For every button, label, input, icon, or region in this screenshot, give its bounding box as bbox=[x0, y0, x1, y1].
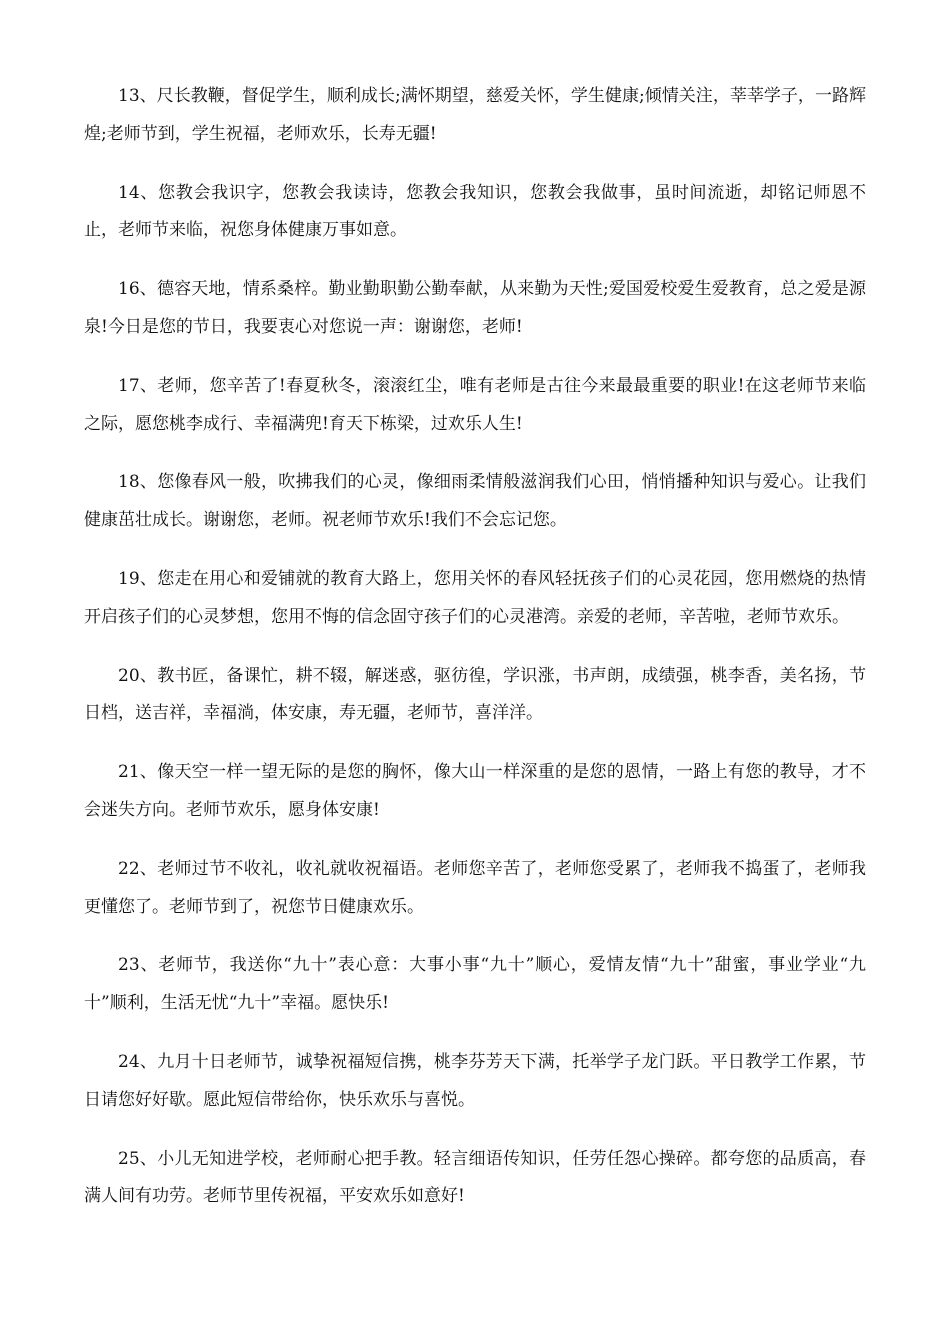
paragraph-17: 17、老师，您辛苦了!春夏秋冬，滚滚红尘，唯有老师是古往今来最最重要的职业!在这老师节来临之际，愿您桃李成行、幸福满兜!育天下栋梁，过欢乐人生! bbox=[84, 375, 866, 434]
paragraph-23: 23、老师节，我送你“九十”表心意：大事小事“九十”顺心，爱情友情“九十”甜蜜，事业学业“九十”顺利，生活无忧“九十”幸福。愿快乐! bbox=[84, 955, 866, 1014]
paragraph-18: 18、您像春风一般，吹拂我们的心灵，像细雨柔情般滋润我们心田，悄悄播种知识与爱心。让我们健康茁壮成长。谢谢您，老师。祝老师节欢乐!我们不会忘记您。 bbox=[84, 472, 866, 531]
document-page bbox=[84, 78, 866, 1237]
paragraph-13: 13、尺长教鞭，督促学生，顺利成长;满怀期望，慈爱关怀，学生健康;倾情关注，莘莘学子，一路辉煌;老师节到，学生祝福，老师欢乐，长寿无疆! bbox=[84, 86, 866, 144]
paragraph-24: 24、九月十日老师节，诚挚祝福短信携，桃李芬芳天下满，托举学子龙门跃。平日教学工作累，节日请您好好歇。愿此短信带给你，快乐欢乐与喜悦。 bbox=[84, 1051, 866, 1110]
paragraph-25: 25、小儿无知进学校，老师耐心把手教。轻言细语传知识，任劳任怨心操碎。都夸您的品质高，春满人间有功劳。老师节里传祝福，平安欢乐如意好! bbox=[84, 1148, 866, 1207]
paragraph-22: 22、老师过节不收礼，收礼就收祝福语。老师您辛苦了，老师您受累了，老师我不捣蛋了，老师我更懂您了。老师节到了，祝您节日健康欢乐。 bbox=[84, 858, 866, 917]
paragraph-21: 21、像天空一样一望无际的是您的胸怀，像大山一样深重的是您的恩情，一路上有您的教导，才不会迷失方向。老师节欢乐，愿身体安康! bbox=[84, 762, 866, 820]
paragraph-19: 19、您走在用心和爱铺就的教育大路上，您用关怀的春风轻抚孩子们的心灵花园，您用燃烧的热情开启孩子们的心灵梦想，您用不悔的信念固守孩子们的心灵港湾。亲爱的老师，辛苦啦，老师节欢乐。 bbox=[84, 568, 866, 627]
paragraph-16: 16、德容天地，情系桑梓。勤业勤职勤公勤奉献，从来勤为天性;爱国爱校爱生爱教育，总之爱是源泉!今日是您的节日，我要衷心对您说一声：谢谢您，老师! bbox=[84, 279, 866, 337]
paragraph-20: 20、教书匠，备课忙，耕不辍，解迷惑，驱彷徨，学识涨，书声朗，成绩强，桃李香，美名扬，节日档，送吉祥，幸福淌，体安康，寿无疆，老师节，喜洋洋。 bbox=[84, 665, 866, 724]
paragraph-14: 14、您教会我识字，您教会我读诗，您教会我知识，您教会我做事，虽时间流逝，却铭记师恩不止，老师节来临，祝您身体健康万事如意。 bbox=[84, 182, 866, 241]
